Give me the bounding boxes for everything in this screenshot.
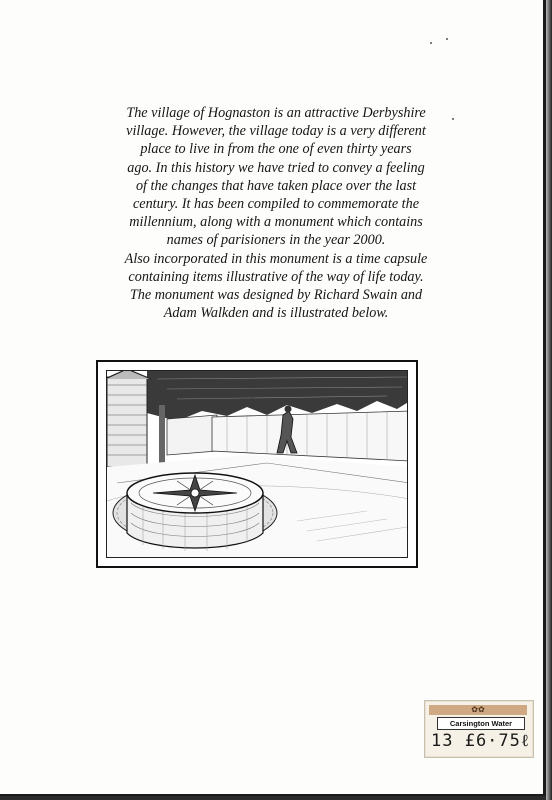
intro-line: century. It has been compiled to commemorate the [132, 196, 420, 213]
intro-line: village. However, the village today is a very different [126, 123, 426, 140]
monument-illustration [106, 370, 408, 558]
intro-line: Adam Walkden and is illustrated below. [163, 305, 389, 322]
intro-line: The village of Hognaston is an attractive Derbyshire [126, 105, 426, 121]
price-sticker [424, 700, 534, 758]
speck [430, 42, 432, 44]
intro-line: millennium, along with a monument which contains [129, 214, 423, 231]
sticker-price-code: 13 £6·75ℓ [431, 731, 531, 751]
sticker-logo-band [429, 705, 527, 715]
page-edge-shadow [546, 0, 552, 800]
intro-line: The monument was designed by Richard Swain and [129, 287, 423, 304]
monument-illustration-frame [96, 360, 418, 568]
intro-line: containing items illustrative of the way of life today. [128, 268, 424, 285]
speck [446, 38, 448, 40]
sticker-shop-name: Carsington Water [437, 717, 525, 730]
sticker-logo-icon: ✿✿ [471, 705, 485, 714]
intro-line: ago. In this history we have tried to convey a feeling [127, 159, 425, 176]
intro-paragraph [96, 104, 456, 322]
intro-line: Also incorporated in this monument is a time capsule [124, 250, 428, 267]
intro-line: place to live in from the one of even thirty years [140, 141, 412, 158]
intro-line: of the changes that have taken place over the last [135, 177, 417, 194]
intro-line: names of parisioners in the year 2000. [166, 232, 386, 249]
monument-sketch [107, 371, 408, 558]
